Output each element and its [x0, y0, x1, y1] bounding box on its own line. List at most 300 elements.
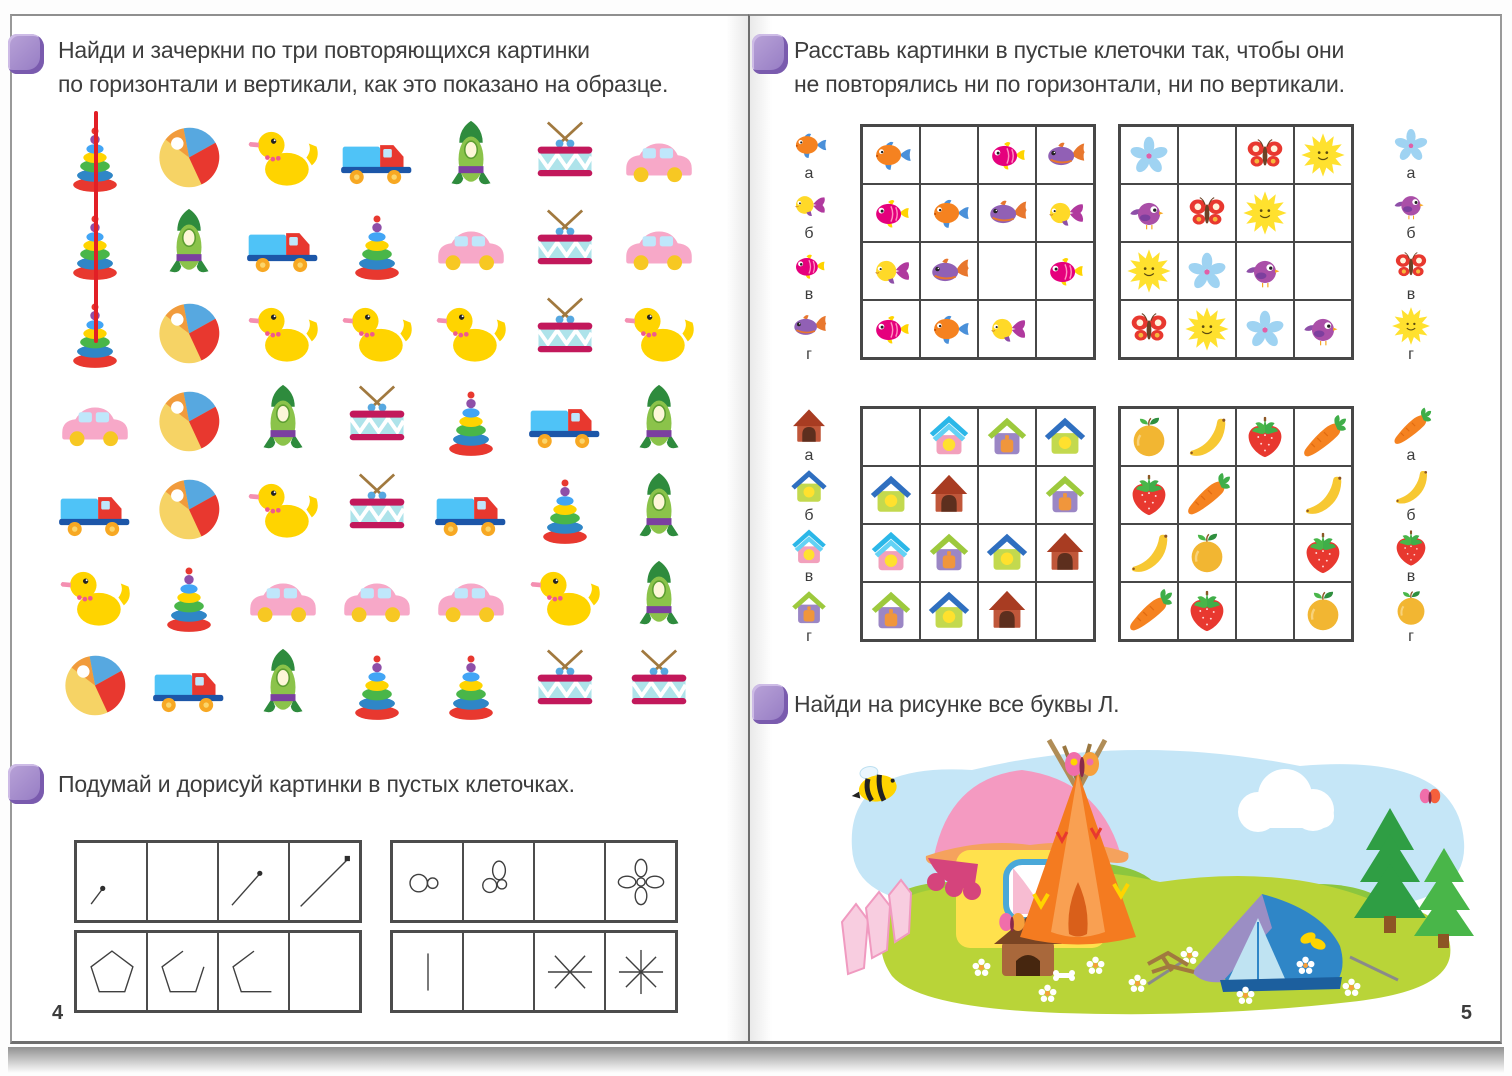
carrot-icon — [1299, 413, 1347, 461]
toy-cell — [142, 112, 236, 200]
legend-label: в — [804, 285, 814, 303]
fish-orange-icon — [788, 124, 830, 166]
legend-item — [778, 466, 840, 523]
house-purple-icon — [788, 587, 830, 629]
ball-icon — [56, 645, 134, 723]
sudoku-cell — [1178, 300, 1236, 358]
apple-icon — [1183, 529, 1231, 577]
legend-label: б — [1406, 225, 1416, 243]
toy-cell — [518, 640, 612, 728]
sun-icon — [1390, 305, 1432, 347]
legend-label: а — [1406, 447, 1416, 464]
house-purple-icon — [925, 529, 973, 577]
legend-label: г — [1408, 345, 1414, 363]
pattern-cell — [218, 932, 289, 1011]
toy-cell — [612, 552, 706, 640]
toy-cell — [330, 640, 424, 728]
sun-icon — [1299, 131, 1347, 179]
left-task2-title: Подумай и дорисуй картинки в пустых клеточках. — [58, 771, 575, 797]
right-task1-title-line1: Расставь картинки в пустые клеточки так, чтобы они — [794, 37, 1345, 63]
sudoku-grid-houses — [860, 406, 1096, 642]
legend-label: в — [1406, 567, 1416, 585]
car-icon — [244, 557, 322, 635]
sudoku-cell — [1294, 466, 1352, 524]
toy-cell — [330, 376, 424, 464]
fish-pink-icon — [1041, 247, 1089, 295]
truck-icon — [56, 469, 134, 547]
house-purple-icon — [867, 587, 915, 635]
pyramid-icon — [526, 469, 604, 547]
legend-item — [778, 305, 840, 362]
sudoku-cell — [1036, 466, 1094, 524]
sudoku-cell — [1178, 524, 1236, 582]
toy-cell — [424, 464, 518, 552]
bird-purple-icon — [1390, 184, 1432, 226]
sudoku-cell-empty — [1036, 300, 1094, 358]
sudoku-cell — [1178, 242, 1236, 300]
toy-cell — [236, 376, 330, 464]
sudoku-cell — [1178, 582, 1236, 640]
legend-item — [778, 587, 840, 644]
sun-icon — [1125, 247, 1173, 295]
legend-label: г — [806, 345, 812, 363]
page-left — [10, 14, 748, 1044]
task-bullet-icon — [8, 34, 44, 74]
toy-cell — [612, 288, 706, 376]
drum-icon — [338, 469, 416, 547]
sudoku-cell — [862, 242, 920, 300]
legend-label: г — [806, 627, 812, 645]
toy-cell — [612, 200, 706, 288]
carrot-icon — [1390, 406, 1432, 448]
toy-cell — [236, 552, 330, 640]
fish-pink-icon — [788, 245, 830, 287]
pattern-cell — [605, 932, 676, 1011]
sudoku-grid-fish — [860, 124, 1096, 360]
task-bullet-icon — [752, 684, 788, 724]
sudoku-cell-empty — [1236, 466, 1294, 524]
page-number-left: 4 — [52, 1002, 64, 1024]
strawberry-icon — [1241, 413, 1289, 461]
pattern-cell — [463, 842, 534, 921]
house-brown-icon — [788, 406, 830, 448]
toy-cell — [330, 112, 424, 200]
toy-cell — [612, 376, 706, 464]
legend-item — [778, 527, 840, 584]
rocket-icon — [620, 557, 698, 635]
house-purple-icon — [983, 413, 1031, 461]
drum-icon — [338, 381, 416, 459]
sudoku-grid-fruits — [1118, 406, 1354, 642]
pattern-cell — [76, 932, 147, 1011]
pattern-cell — [147, 932, 218, 1011]
sudoku-cell — [1294, 408, 1352, 466]
find-letters-scene — [830, 730, 1478, 1026]
toy-cell — [236, 288, 330, 376]
legend-label: г — [1408, 627, 1414, 645]
pattern-cell — [392, 932, 463, 1011]
fish-orange-icon — [925, 305, 973, 353]
fish-yellow-icon — [983, 305, 1031, 353]
duck-icon — [244, 469, 322, 547]
house-brown-icon — [983, 587, 1031, 635]
sudoku-cell — [862, 466, 920, 524]
book-bottom-shadow — [8, 1047, 1504, 1073]
bird-purple-icon — [1299, 305, 1347, 353]
carrot-icon — [1183, 471, 1231, 519]
house-pink-icon — [925, 413, 973, 461]
house-green-icon — [867, 471, 915, 519]
strawberry-icon — [1299, 529, 1347, 577]
fish-yellow-icon — [867, 247, 915, 295]
sudoku-cell — [978, 126, 1036, 184]
truck-icon — [432, 469, 510, 547]
sudoku-cell-empty — [920, 126, 978, 184]
sudoku-cell — [1036, 184, 1094, 242]
legend-item — [1380, 184, 1442, 241]
legend-label: в — [1406, 285, 1416, 303]
toy-cell — [236, 464, 330, 552]
fish-pink-icon — [983, 131, 1031, 179]
toy-cell — [142, 376, 236, 464]
flower-blue-icon — [1390, 124, 1432, 166]
sudoku-cell — [1120, 524, 1178, 582]
rocket-icon — [150, 205, 228, 283]
book-spread — [10, 14, 1502, 1044]
apple-icon — [1299, 587, 1347, 635]
sun-icon — [1241, 189, 1289, 237]
drum-icon — [526, 293, 604, 371]
sudoku-cell — [1178, 184, 1236, 242]
toy-cell — [518, 288, 612, 376]
sudoku-cell — [1120, 300, 1178, 358]
sudoku-cell — [978, 408, 1036, 466]
toy-cell — [424, 640, 518, 728]
sudoku-cell-empty — [1178, 126, 1236, 184]
toy-cell — [424, 112, 518, 200]
toy-cell — [612, 112, 706, 200]
sudoku-cell — [1236, 408, 1294, 466]
toy-cell — [236, 200, 330, 288]
sudoku-cell — [1294, 300, 1352, 358]
toy-cell — [236, 640, 330, 728]
sudoku-cell — [1178, 466, 1236, 524]
pattern-cell — [218, 842, 289, 921]
legend-item — [1380, 527, 1442, 584]
legend-meadow — [1380, 124, 1442, 362]
four-petals-glyph — [612, 853, 670, 911]
sudoku-block-houses — [778, 406, 1096, 644]
pattern-group-petals — [390, 840, 678, 923]
toy-cell — [236, 112, 330, 200]
car-icon — [620, 205, 698, 283]
diag-full-glyph — [296, 853, 354, 911]
toy-cell — [330, 200, 424, 288]
flower-blue-icon — [1125, 131, 1173, 179]
house-green-icon — [1041, 413, 1089, 461]
three-petals-glyph — [470, 853, 528, 911]
sudoku-cell — [920, 184, 978, 242]
legend-item — [1380, 466, 1442, 523]
legend-item — [1380, 245, 1442, 302]
house-green-icon — [983, 529, 1031, 577]
sudoku-cell-empty — [1236, 582, 1294, 640]
house-pink-icon — [788, 527, 830, 569]
pentagon-open-1-glyph — [154, 943, 212, 1001]
sudoku-cell — [1036, 524, 1094, 582]
page-number-right: 5 — [1460, 1002, 1472, 1024]
fish-yellow-icon — [1041, 189, 1089, 237]
sudoku-block-meadow — [1118, 124, 1442, 362]
toy-cell — [612, 464, 706, 552]
pentagon-open-2-glyph — [225, 943, 283, 1001]
legend-item — [778, 184, 840, 241]
diag-dot-2-glyph — [225, 853, 283, 911]
butterfly-red-icon — [1241, 131, 1289, 179]
house-green-icon — [925, 587, 973, 635]
pattern-groups — [74, 840, 678, 1013]
house-purple-icon — [1041, 471, 1089, 519]
duck-icon — [432, 293, 510, 371]
car-icon — [432, 205, 510, 283]
sun-icon — [1183, 305, 1231, 353]
sudoku-cell — [1120, 126, 1178, 184]
sudoku-cell — [920, 408, 978, 466]
sudoku-grid-meadow — [1118, 124, 1354, 360]
flower-blue-icon — [1241, 305, 1289, 353]
fish-purple-icon — [925, 247, 973, 295]
right-task1-title-line2: не повторялись ни по горизонтали, ни по вертикали. — [794, 71, 1345, 97]
truck-icon — [244, 205, 322, 283]
fish-yellow-icon — [788, 184, 830, 226]
strawberry-icon — [1125, 471, 1173, 519]
sudoku-cell — [920, 524, 978, 582]
star-4-glyph — [612, 943, 670, 1001]
sudoku-cell — [1120, 408, 1178, 466]
sudoku-cell-empty — [1036, 582, 1094, 640]
pyramid-icon — [150, 557, 228, 635]
diag-dot-1-glyph — [83, 853, 141, 911]
flower-blue-icon — [1183, 247, 1231, 295]
strawberry-icon — [1183, 587, 1231, 635]
toy-cell — [424, 200, 518, 288]
sudoku-cell — [862, 300, 920, 358]
drum-icon — [526, 117, 604, 195]
toy-cell — [330, 288, 424, 376]
pattern-cell — [534, 932, 605, 1011]
example-cross-line — [94, 111, 98, 343]
sudoku-cell-empty — [1236, 524, 1294, 582]
toy-cell — [48, 640, 142, 728]
rocket-icon — [244, 645, 322, 723]
carrot-icon — [1125, 587, 1173, 635]
house-green-icon — [788, 466, 830, 508]
two-circles-glyph — [399, 853, 457, 911]
toy-cell — [424, 376, 518, 464]
drum-icon — [526, 205, 604, 283]
truck-icon — [526, 381, 604, 459]
pattern-cell — [392, 842, 463, 921]
toy-cell — [142, 640, 236, 728]
sudoku-cell-empty — [1294, 184, 1352, 242]
sudoku-cell — [1120, 242, 1178, 300]
sudoku-cell — [1036, 408, 1094, 466]
duck-icon — [620, 293, 698, 371]
legend-item — [1380, 305, 1442, 362]
toy-cell — [330, 552, 424, 640]
legend-item — [1380, 587, 1442, 644]
duck-icon — [338, 293, 416, 371]
duck-icon — [56, 557, 134, 635]
toy-cell — [518, 112, 612, 200]
toy-cell — [48, 376, 142, 464]
task-bullet-icon — [752, 34, 788, 74]
sudoku-cell — [1294, 126, 1352, 184]
banana-icon — [1390, 466, 1432, 508]
apple-icon — [1390, 587, 1432, 629]
toy-cell — [518, 376, 612, 464]
sudoku-cell — [1236, 126, 1294, 184]
pattern-cell-empty — [534, 842, 605, 921]
sudoku-cell — [920, 300, 978, 358]
sudoku-cell — [1236, 300, 1294, 358]
duck-icon — [244, 293, 322, 371]
toy-cell — [424, 552, 518, 640]
legend-item — [778, 124, 840, 181]
toy-cell — [142, 464, 236, 552]
sudoku-cell — [1178, 408, 1236, 466]
scene-svg — [830, 730, 1478, 1026]
house-brown-icon — [925, 471, 973, 519]
sudoku-cell-empty — [862, 408, 920, 466]
star-3-glyph — [541, 943, 599, 1001]
rocket-icon — [432, 117, 510, 195]
sudoku-cell — [920, 466, 978, 524]
legend-label: а — [1406, 165, 1416, 182]
house-brown-icon — [1041, 529, 1089, 577]
legend-houses — [778, 406, 840, 644]
pattern-group-growing-line — [74, 840, 362, 923]
toy-cell — [48, 464, 142, 552]
car-icon — [56, 381, 134, 459]
legend-item — [1380, 124, 1442, 181]
banana-icon — [1299, 471, 1347, 519]
fish-purple-icon — [788, 305, 830, 347]
legend-fruits — [1380, 406, 1442, 644]
sudoku-block-fish — [778, 124, 1096, 362]
sudoku-cell — [1036, 126, 1094, 184]
rocket-icon — [620, 381, 698, 459]
fish-orange-icon — [925, 189, 973, 237]
pyramid-icon — [432, 381, 510, 459]
bird-purple-icon — [1241, 247, 1289, 295]
bird-purple-icon — [1125, 189, 1173, 237]
pattern-group-asterisk — [390, 930, 678, 1013]
legend-label: а — [804, 447, 814, 464]
toy-cell — [612, 640, 706, 728]
sudoku-cell-empty — [978, 466, 1036, 524]
truck-icon — [150, 645, 228, 723]
legend-fish — [778, 124, 840, 362]
toy-grid — [48, 112, 706, 728]
rocket-icon — [244, 381, 322, 459]
pyramid-icon — [432, 645, 510, 723]
toy-cell — [142, 200, 236, 288]
right-task1-title — [794, 33, 1345, 101]
butterfly-red-icon — [1125, 305, 1173, 353]
legend-item — [778, 406, 840, 463]
strawberry-icon — [1390, 527, 1432, 569]
truck-icon — [338, 117, 416, 195]
task-bullet-icon — [8, 764, 44, 804]
fish-purple-icon — [983, 189, 1031, 237]
pattern-group-pentagon — [74, 930, 362, 1013]
fish-purple-icon — [1041, 131, 1089, 179]
drum-icon — [620, 645, 698, 723]
ball-icon — [150, 293, 228, 371]
sudoku-cell — [1036, 242, 1094, 300]
sudoku-cell — [1120, 582, 1178, 640]
legend-label: в — [804, 567, 814, 585]
pattern-cell-empty — [147, 842, 218, 921]
sudoku-cell — [920, 242, 978, 300]
butterfly-red-icon — [1390, 245, 1432, 287]
sudoku-cell — [920, 582, 978, 640]
banana-icon — [1125, 529, 1173, 577]
legend-item — [778, 245, 840, 302]
left-task1-title-line2: по горизонтали и вертикали, как это показано на образце. — [58, 71, 669, 97]
right-task2-title: Найди на рисунке все буквы Л. — [794, 691, 1120, 717]
fish-pink-icon — [867, 189, 915, 237]
sudoku-cell — [862, 524, 920, 582]
sudoku-cell — [1236, 184, 1294, 242]
sudoku-cell — [978, 300, 1036, 358]
pentagon-glyph — [83, 943, 141, 1001]
legend-label: б — [804, 507, 814, 525]
sudoku-cell — [978, 582, 1036, 640]
ball-icon — [150, 381, 228, 459]
sudoku-cell — [862, 582, 920, 640]
fish-pink-icon — [867, 305, 915, 353]
car-icon — [338, 557, 416, 635]
fish-orange-icon — [867, 131, 915, 179]
legend-item — [1380, 406, 1442, 463]
toy-cell — [518, 200, 612, 288]
pattern-cell — [289, 842, 360, 921]
butterfly-red-icon — [1183, 189, 1231, 237]
sudoku-cell — [862, 126, 920, 184]
pattern-cell-empty — [289, 932, 360, 1011]
pattern-cell-empty — [463, 932, 534, 1011]
toy-cell — [330, 464, 424, 552]
sudoku-cell — [1294, 524, 1352, 582]
toy-cell — [518, 552, 612, 640]
sudoku-cell — [1120, 466, 1178, 524]
pyramid-icon — [338, 205, 416, 283]
sudoku-cell — [978, 184, 1036, 242]
sudoku-cell — [862, 184, 920, 242]
toy-cell — [424, 288, 518, 376]
drum-icon — [526, 645, 604, 723]
sudoku-cell-empty — [1294, 242, 1352, 300]
toy-cell — [518, 464, 612, 552]
left-task1-title — [58, 33, 668, 101]
sudoku-cell-empty — [978, 242, 1036, 300]
legend-label: б — [804, 225, 814, 243]
sudoku-block-fruits — [1118, 406, 1442, 644]
apple-icon — [1125, 413, 1173, 461]
rocket-icon — [620, 469, 698, 547]
